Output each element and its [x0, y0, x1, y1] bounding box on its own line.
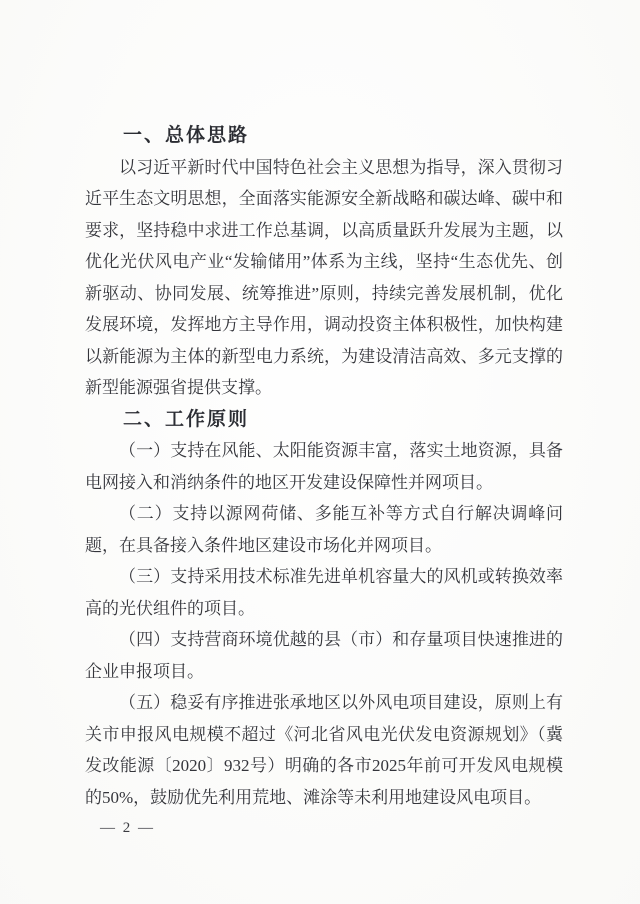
- work-principle-item-5: （五）稳妥有序推进张承地区以外风电项目建设，原则上有关市申报风电规模不超过《河北省风电光伏发电资源规划》（冀发改能源〔2020〕932号）明确的各市2025年前可开发风电规模的50%，鼓励优先利用荒地、滩涂等未利用地建设风电项目。: [85, 693, 563, 807]
- document-content: [85, 120, 563, 837]
- section-heading-work-principles: 二、工作原则: [123, 408, 250, 430]
- work-principle-item-3: （三）支持采用技术标准先进单机容量大的风机或转换效率高的光伏组件的项目。: [85, 567, 563, 618]
- overall-approach-paragraph: 以习近平新时代中国特色社会主义思想为指导，深入贯彻习近平生态文明思想，全面落实能源安全新战略和碳达峰、碳中和要求，坚持稳中求进工作总基调，以高质量跃升发展为主题，以优化光伏风电产业“发输储用”体系为主线，坚持“生态优先、创新驱动、协同发展、统筹推进”原则，持续完善发展机制，优化发展环境，发挥地方主导作用，调动投资主体积极性，加快构建以新能源为主体的新型电力系统，为建设清洁高效、多元支撑的新型能源强省提供支撑。: [85, 157, 563, 397]
- section-heading-overall-approach: 一、总体思路: [123, 125, 250, 146]
- work-principle-item-2: （二）支持以源网荷储、多能互补等方式自行解决调峰问题，在具备接入条件地区建设市场化并网项目。: [85, 504, 563, 555]
- page-number: — 2 —: [100, 820, 155, 836]
- work-principle-item-4: （四）支持营商环境优越的县（市）和存量项目快速推进的企业申报项目。: [85, 630, 563, 681]
- work-principle-item-1: （一）支持在风能、太阳能资源丰富，落实土地资源，具备电网接入和消纳条件的地区开发建设保障性并网项目。: [85, 441, 563, 492]
